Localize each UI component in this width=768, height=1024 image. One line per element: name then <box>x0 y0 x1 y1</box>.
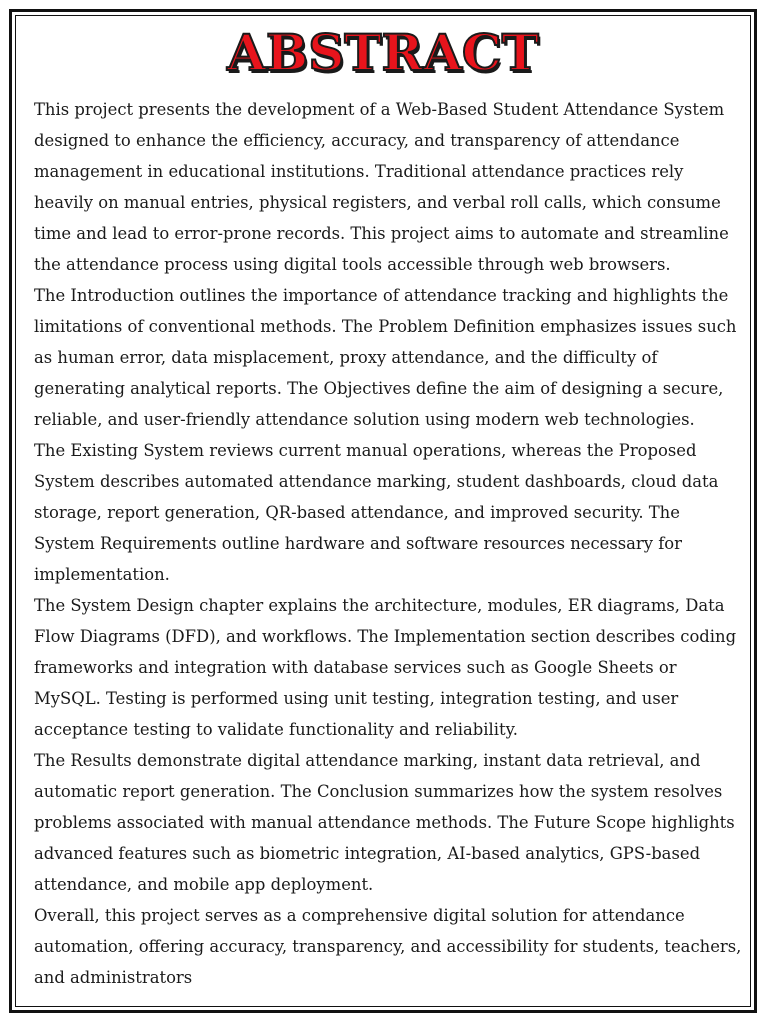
page-border <box>9 9 757 1013</box>
paragraph-overall: Overall, this project serves as a comprehensive digital solution for attendance automation, offering accuracy, transparency, and accessibility for students, teachers, and administrators <box>34 906 742 987</box>
abstract-body <box>34 94 744 993</box>
paragraph-introduction: The Introduction outlines the importance of attendance tracking and highlights the limitations of conventional methods. The Problem Definition emphasizes issues such as human error, data misplacement, proxy attendance, and the difficulty of generating analytical reports. The Objectives define the aim of designing a secure, reliable, and user-friendly attendance solution using modern web technologies. <box>34 286 737 429</box>
paragraph-system-design: The System Design chapter explains the architecture, modules, ER diagrams, Data Flow Diagrams (DFD), and workflows. The Implementation section describes coding frameworks and integration with database services such as Google Sheets or MySQL. Testing is performed using unit testing, integration testing, and user acceptance testing to validate functionality and reliability. <box>34 596 737 739</box>
paragraph-existing-system: The Existing System reviews current manual operations, whereas the Proposed System describes automated attendance marking, student dashboards, cloud data storage, report generation, QR-based attendance, and improved security. The System Requirements outline hardware and software resources necessary for implementation. <box>34 441 719 584</box>
paragraph-overview: This project presents the development of a Web-Based Student Attendance System designed to enhance the efficiency, accuracy, and transparency of attendance management in educational institutions. Traditional attendance practices rely heavily on manual entries, physical registers, and verbal roll calls, which consume time and lead to error-prone records. This project aims to automate and streamline the attendance process using digital tools accessible through web browsers. <box>34 100 729 274</box>
paragraph-results: The Results demonstrate digital attendance marking, instant data retrieval, and automatic report generation. The Conclusion summarizes how the system resolves problems associated with manual attendance methods. The Future Scope highlights advanced features such as biometric integration, AI-based analytics, GPS-based attendance, and mobile app deployment. <box>34 751 735 894</box>
page-inner-border <box>15 15 751 1007</box>
abstract-title: ABSTRACT <box>227 23 539 82</box>
